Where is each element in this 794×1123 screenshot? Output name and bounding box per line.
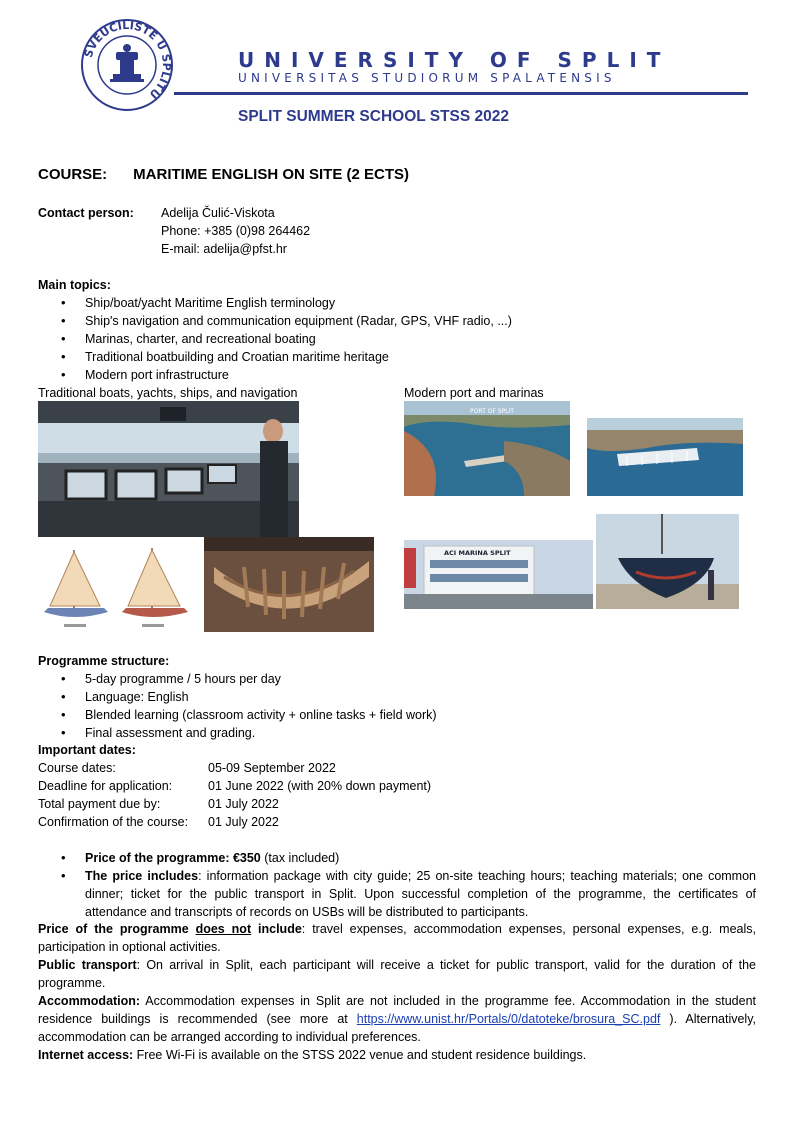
topics-label: Main topics: [38,278,111,292]
date-value: 01 July 2022 [208,797,279,811]
marina-aerial-photo [587,418,743,496]
seal-text: SVEUČILIŠTE U SPLITU [81,18,174,102]
includes-label: The price includes [85,869,199,883]
university-title: UNIVERSITY OF SPLIT [238,48,671,72]
date-key: Total payment due by: [38,797,161,811]
accommodation-label: Accommodation: [38,994,141,1008]
includes-text: : information package with city guide; 25 on-site teaching hours; teaching materials; one common dinner; ticket for the public transport in Split. Upon successful completion of the programme, the certificates of attendance and transcripts of records on USBs will be distributed to participants. [85,869,756,919]
price-line [85,849,756,867]
bullet: • [61,850,66,865]
school-title: SPLIT SUMMER SCHOOL STSS 2022 [238,108,510,125]
price-includes [85,867,756,921]
not-included-text: : travel expenses, accommodation expenses, personal expenses, e.g. meals, participation in optional activities. [38,922,756,954]
transport-text: : On arrival in Split, each participant will receive a ticket for public transport, valid for the duration of the programme. [38,958,757,990]
bridge-simulator-photo [38,401,299,537]
right-gallery-caption: Modern port and marinas [404,386,544,400]
price-note: (tax included) [260,851,340,865]
date-key: Course dates: [38,761,116,775]
date-value: 01 June 2022 (with 20% down payment) [208,779,432,793]
topics-list [38,294,512,384]
course-heading [38,166,409,183]
contact-name: Adelija Čulić-Viskota [161,206,275,220]
internet-paragraph [38,1046,756,1064]
course-label: COURSE: [38,166,108,183]
aci-sign-text: ACI MARINA SPLIT [444,549,511,557]
aci-marina-building-photo [404,540,593,609]
port-sign-text: PORT OF SPLIT [470,408,514,415]
not-included-paragraph [38,920,756,956]
wooden-hull-photo [204,537,374,632]
date-key: Confirmation of the course: [38,815,189,829]
header-rule [174,92,748,95]
internet-text: Free Wi-Fi is available on the STSS 2022 venue and student residence buildings. [133,1048,587,1062]
dates-label: Important dates: [38,743,136,757]
date-value: 01 July 2022 [208,815,279,829]
list-item: • Modern port infrastructure [38,366,512,384]
accommodation-text: Accommodation expenses in Split are not included in the programme fee. Accommodation in the student residence buildings is recommended (see more at [38,994,756,1026]
transport-label: Public transport [38,958,137,972]
list-item: • Blended learning (classroom activity + online tasks + field work) [38,706,437,724]
list-item: • Language: English [38,688,437,706]
bullet: • [61,868,66,883]
internet-label: Internet access: [38,1048,134,1062]
list-item: • Ship/boat/yacht Maritime English terminology [38,294,512,312]
list-item: • 5-day programme / 5 hours per day [38,670,437,688]
list-item: • Ship's navigation and communication equipment (Radar, GPS, VHF radio, ...) [38,312,512,330]
left-gallery-caption: Traditional boats, yachts, ships, and navigation [38,386,298,400]
university-latin: UNIVERSITAS STUDIORUM SPALATENSIS [238,71,616,85]
not-included-label: Price of the programme [38,922,196,936]
port-aerial-photo [404,401,570,496]
programme-list [38,670,437,742]
programme-label: Programme structure: [38,654,170,668]
course-title: MARITIME ENGLISH ON SITE (2 ECTS) [133,166,410,183]
list-item: • Final assessment and grading. [38,724,437,742]
transport-paragraph [38,956,756,992]
list-item: • Traditional boatbuilding and Croatian maritime heritage [38,348,512,366]
contact-label: Contact person: [38,206,134,220]
not-included-emphasis: does not [195,922,252,936]
contact-phone: Phone: +385 (0)98 264462 [161,224,311,238]
traditional-boat-drawings [38,540,200,632]
contact-email: E-mail: adelija@pfst.hr [161,242,287,256]
date-key: Deadline for application: [38,779,173,793]
university-seal [80,18,174,112]
accommodation-paragraph [38,992,756,1046]
yacht-dry-dock-photo [596,514,739,609]
accommodation-link[interactable]: https://www.unist.hr/Portals/0/datoteke/brosura_SC.pdf [356,1012,661,1026]
price-label: Price of the programme: €350 [85,851,261,865]
accommodation-text-end: ). Alternatively, accommodation can be arranged according to individual preferences. [38,1012,757,1044]
date-value: 05-09 September 2022 [208,761,336,775]
list-item: • Marinas, charter, and recreational boating [38,330,512,348]
not-included-label-end: include [251,922,302,936]
